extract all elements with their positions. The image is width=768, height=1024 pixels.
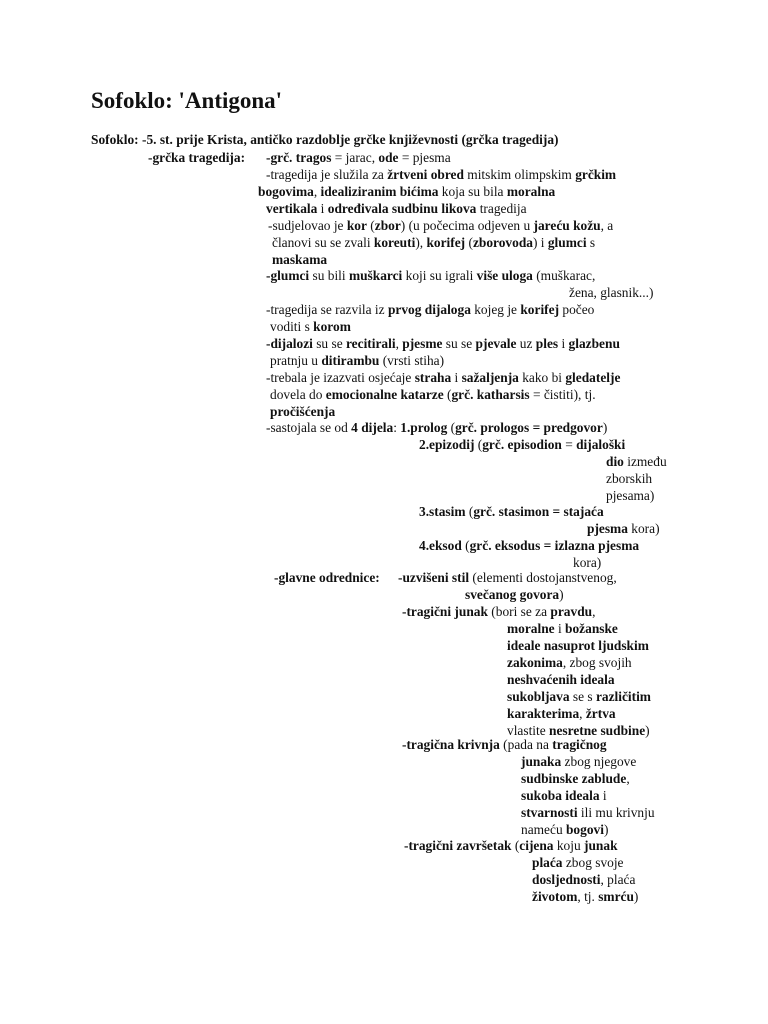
tragedy-item-line: [266, 419, 607, 436]
bold-term: dio: [606, 454, 624, 469]
bold-term: -dijalozi: [266, 336, 313, 351]
text-run: dovela do: [270, 387, 326, 402]
text-run: ): [603, 822, 609, 837]
tragedy-item-line: [419, 503, 604, 520]
bold-term: -glumci: [266, 268, 310, 283]
bold-term: sažaljenja: [461, 370, 519, 385]
bold-term: glumci: [547, 235, 587, 250]
feature-item-line: [521, 804, 655, 821]
text-run: , zbog svojih: [562, 655, 632, 670]
tragedy-item-line: [266, 149, 451, 166]
text-run: i: [451, 370, 462, 385]
intro-text: -5. st. prije Krista, antičko razdoblje grčke književnosti (grčka tragedija): [141, 132, 559, 147]
bold-term: recitirali: [345, 336, 396, 351]
bold-term: maskama: [272, 252, 328, 267]
text-run: vlastite: [507, 723, 550, 738]
text-run: kora): [573, 555, 602, 570]
document-title: Sofoklo: 'Antigona': [91, 88, 283, 113]
bold-term: glazbenu: [568, 336, 620, 351]
text-run: kako bi: [518, 370, 566, 385]
bold-term: dosljednosti: [532, 872, 601, 887]
feature-item-line: [521, 753, 636, 770]
feature-item-line: [507, 620, 618, 637]
feature-item-line: [521, 821, 608, 838]
text-run: ),: [415, 235, 427, 250]
bold-term: stvarnosti: [521, 805, 578, 820]
bold-term: ples: [535, 336, 559, 351]
bold-term: sukobljava: [507, 689, 570, 704]
bold-term: smrću: [598, 889, 634, 904]
feature-item-line: [402, 736, 607, 753]
bold-term: ode: [378, 150, 399, 165]
text-run: ,: [579, 706, 586, 721]
feature-item-line: [521, 770, 630, 787]
text-run: ,: [592, 604, 596, 619]
bold-term: više uloga: [476, 268, 533, 283]
bold-term: korom: [313, 319, 351, 334]
bold-term: pročišćenja: [270, 404, 336, 419]
text-run: i: [558, 336, 569, 351]
bold-term: -uzvišeni stil: [398, 570, 470, 585]
bold-term: žrtveni obred: [387, 167, 464, 182]
bold-term: emocionalne katarze: [325, 387, 444, 402]
feature-item-line: [521, 787, 607, 804]
bold-term: bogovima: [258, 184, 314, 199]
text-run: ,: [395, 336, 403, 351]
bold-term: pjesme: [402, 336, 443, 351]
text-run: kora): [627, 521, 660, 536]
text-run: ) (u počecima odjeven u: [400, 218, 534, 233]
text-run: voditi s: [270, 319, 314, 334]
text-run: -tragedija je služila za: [266, 167, 388, 182]
text-run: -tragedija se razvila iz: [266, 302, 388, 317]
text-run: koju: [553, 838, 585, 853]
text-run: pjesama): [606, 488, 655, 503]
bold-term: sudbinske zablude: [521, 771, 627, 786]
feature-item-line: [507, 671, 615, 688]
text-run: (: [465, 235, 473, 250]
text-run: kojeg je: [470, 302, 521, 317]
text-run: ): [633, 889, 639, 904]
bold-term: kor: [346, 218, 367, 233]
text-run: -sudjelovao je: [268, 218, 347, 233]
bold-term: pjevale: [475, 336, 517, 351]
bold-term: ditirambu: [321, 353, 380, 368]
tragedy-item-line: [587, 520, 660, 537]
text-run: ,: [313, 184, 321, 199]
text-run: ): [559, 587, 564, 602]
text-run: :: [393, 420, 401, 435]
text-run: (: [461, 538, 470, 553]
tragedy-item-line: [270, 318, 351, 335]
bold-term: bogovi: [565, 822, 604, 837]
tragedy-item-line: [266, 301, 594, 318]
tragedy-item-line: [266, 369, 620, 386]
text-run: s: [586, 235, 596, 250]
text-run: (: [366, 218, 375, 233]
bold-term: -tragični junak: [402, 604, 488, 619]
feature-item-line: [532, 871, 635, 888]
tragedy-item-line: [272, 251, 327, 268]
tragedy-item-line: [268, 217, 613, 234]
text-run: nameću: [521, 822, 566, 837]
bold-term: žrtva: [585, 706, 616, 721]
text-run: koja su bila: [438, 184, 507, 199]
bold-term: grč. stasimon = stajaća: [473, 504, 604, 519]
text-run: i: [599, 788, 607, 803]
feature-item-line: [532, 854, 624, 871]
feature-item-line: [507, 654, 632, 671]
text-run: pratnju u: [270, 353, 322, 368]
text-run: (: [465, 504, 474, 519]
feature-item-line: [507, 705, 616, 722]
text-run: ) i: [532, 235, 548, 250]
text-run: ): [602, 420, 608, 435]
text-run: , tj.: [577, 889, 599, 904]
bold-term: -grč. tragos: [266, 150, 332, 165]
bold-term: koreuti: [373, 235, 416, 250]
text-run: (elementi dostojanstvenog,: [469, 570, 617, 585]
bold-term: božanske: [565, 621, 618, 636]
bold-term: pravdu: [550, 604, 593, 619]
text-run: se s: [569, 689, 596, 704]
bold-term: junaka: [521, 754, 562, 769]
text-run: ili mu krivnju: [577, 805, 655, 820]
text-run: ): [645, 723, 650, 738]
text-run: između: [623, 454, 667, 469]
text-run: , a: [600, 218, 614, 233]
text-run: (pada na: [499, 737, 553, 752]
bold-term: određivala sudbinu likova: [327, 201, 477, 216]
bold-term: 4 dijela: [351, 420, 394, 435]
bold-term: 1.prolog: [400, 420, 448, 435]
text-run: zbog svoje: [562, 855, 624, 870]
text-run: zbog njegove: [561, 754, 637, 769]
tragedy-item-line: [272, 234, 595, 251]
feature-item-line: [532, 888, 638, 905]
bold-term: karakterima: [507, 706, 580, 721]
text-run: počeo: [559, 302, 595, 317]
bold-term: muškarci: [348, 268, 403, 283]
bold-term: grč. eksodus = izlazna pjesma: [469, 538, 640, 553]
text-run: uz: [516, 336, 536, 351]
tragedy-label: -grčka tragedija:: [148, 150, 246, 165]
intro-label: Sofoklo:: [91, 132, 139, 147]
text-run: su se: [312, 336, 346, 351]
text-run: (: [443, 387, 452, 402]
bold-term: moralna: [506, 184, 556, 199]
text-run: , plaća: [600, 872, 636, 887]
feature-item-line: [465, 586, 564, 603]
bold-term: cijena: [519, 838, 554, 853]
bold-term: gledatelje: [565, 370, 621, 385]
text-run: = čistiti), tj.: [529, 387, 596, 402]
text-run: (: [474, 437, 483, 452]
feature-item-line: [402, 603, 595, 620]
bold-term: -tragični završetak: [404, 838, 512, 853]
text-run: su se: [442, 336, 476, 351]
tragedy-item-line: [569, 284, 653, 301]
text-run: (: [511, 838, 520, 853]
bold-term: 4.eksod: [419, 538, 462, 553]
text-run: ,: [626, 771, 630, 786]
tragedy-item-line: [270, 352, 444, 369]
tragedy-item-line: [266, 200, 527, 217]
feature-item-line: [507, 637, 649, 654]
text-run: članovi su se zvali: [272, 235, 374, 250]
bold-term: moralne: [507, 621, 555, 636]
bold-term: plaća: [532, 855, 563, 870]
text-run: mitskim olimpskim: [463, 167, 576, 182]
intro-line: [91, 131, 559, 148]
bold-term: neshvaćenih ideala: [507, 672, 615, 687]
bold-term: grčkim: [575, 167, 617, 182]
bold-term: 2.epizodij: [419, 437, 475, 452]
text-run: zborskih: [606, 471, 653, 486]
feature-item-line: [404, 837, 618, 854]
tragedy-item-line: [266, 267, 595, 284]
text-run: (bori se za: [487, 604, 551, 619]
bold-term: sukoba ideala: [521, 788, 600, 803]
text-run: koji su igrali: [402, 268, 477, 283]
bold-term: zbor: [374, 218, 401, 233]
bold-term: nesretne sudbine: [549, 723, 646, 738]
bold-term: korifej: [426, 235, 466, 250]
bold-term: grč. prologos = predgovor: [455, 420, 603, 435]
text-run: i: [317, 201, 328, 216]
text-run: (muškarac,: [532, 268, 596, 283]
bold-term: korifej: [520, 302, 560, 317]
text-run: =: [561, 437, 577, 452]
text-run: (: [447, 420, 456, 435]
tragedy-item-line: [266, 335, 620, 352]
feature-item-line: [398, 569, 617, 586]
bold-term: -tragična krivnja: [402, 737, 500, 752]
bold-term: grč. katharsis: [451, 387, 530, 402]
text-run: -sastojala se od: [266, 420, 352, 435]
bold-term: pjesma: [587, 521, 628, 536]
bold-term: tragičnog: [552, 737, 607, 752]
bold-term: zborovoda: [472, 235, 533, 250]
text-run: -trebala je izazvati osjećaje: [266, 370, 415, 385]
bold-term: vertikala: [266, 201, 318, 216]
bold-term: jareću kožu: [533, 218, 601, 233]
bold-term: grč. episodion: [482, 437, 562, 452]
feature-item-line: [507, 688, 651, 705]
text-run: = jarac,: [331, 150, 379, 165]
tragedy-item-line: [606, 487, 654, 504]
tragedy-item-line: [419, 436, 625, 453]
text-run: tragedija: [476, 201, 527, 216]
text-run: = pjesma: [398, 150, 451, 165]
bold-term: idealiziranim bićima: [320, 184, 439, 199]
tragedy-item-line: [270, 386, 596, 403]
bold-term: različitim: [595, 689, 651, 704]
tragedy-item-line: [266, 166, 616, 183]
tragedy-item-line: [606, 470, 652, 487]
bold-term: svečanog govora: [465, 587, 560, 602]
bold-term: prvog dijaloga: [387, 302, 471, 317]
tragedy-item-line: [270, 403, 335, 420]
bold-term: životom: [532, 889, 578, 904]
bold-term: straha: [414, 370, 452, 385]
bold-term: zakonima: [507, 655, 563, 670]
tragedy-item-line: [606, 453, 667, 470]
bold-term: 3.stasim: [419, 504, 466, 519]
bold-term: junak: [584, 838, 618, 853]
text-run: žena, glasnik...): [569, 285, 654, 300]
tragedy-item-line: [258, 183, 555, 200]
text-run: (vrsti stiha): [379, 353, 445, 368]
tragedy-item-line: [419, 537, 639, 554]
text-run: i: [554, 621, 566, 636]
features-label: -glavne odrednice:: [274, 570, 380, 585]
bold-term: ideale nasuprot ljudskim: [507, 638, 649, 653]
text-run: su bili: [309, 268, 349, 283]
bold-term: dijaloški: [576, 437, 626, 452]
